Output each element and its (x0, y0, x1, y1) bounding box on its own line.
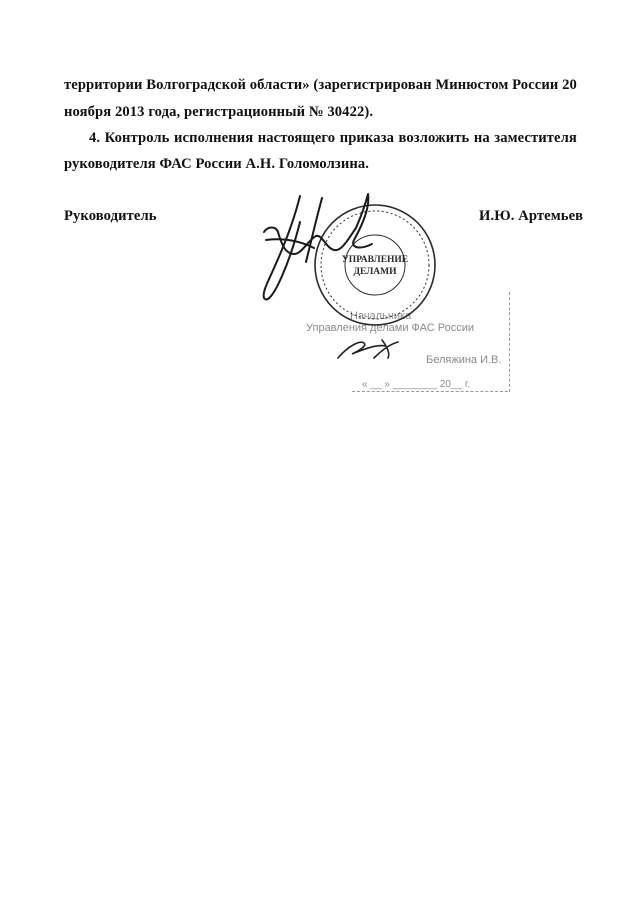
signatory-title: Руководитель (64, 208, 157, 224)
word: 4. (89, 130, 101, 146)
approval-line-2: Управления делами ФАС России (306, 322, 474, 334)
word: исполнения (174, 130, 254, 146)
word: (зарегистрирован (313, 77, 432, 93)
word: области» (249, 77, 310, 93)
word: 20 (562, 77, 577, 93)
word: России (512, 77, 559, 93)
approval-line-4: « __ » ________ 20__ г. (362, 379, 471, 390)
word: возложить (398, 130, 470, 146)
paragraph-2-line-2: руководителя ФАС России А.Н. Голомолзина. (64, 156, 369, 172)
word: на (473, 130, 490, 146)
word: приказа (339, 130, 394, 146)
approval-line-1: Начальника (350, 310, 412, 322)
word: Волгоградской (146, 77, 246, 93)
seal-center-line-1: УПРАВЛЕНИЕ (341, 255, 409, 265)
paragraph-1-line-2: ноября 2013 года, регистрационный № 30422). (64, 104, 374, 120)
word: территории (64, 77, 143, 93)
word: Контроль (104, 130, 170, 146)
word: настоящего (257, 130, 336, 146)
word: Минюстом (435, 77, 509, 93)
signatory-name: И.Ю. Артемьев (479, 208, 584, 224)
word: заместителя (494, 130, 577, 146)
seal-center-line-2: ДЕЛАМИ (353, 267, 397, 277)
approval-line-3: Беляжина И.В. (426, 354, 502, 366)
